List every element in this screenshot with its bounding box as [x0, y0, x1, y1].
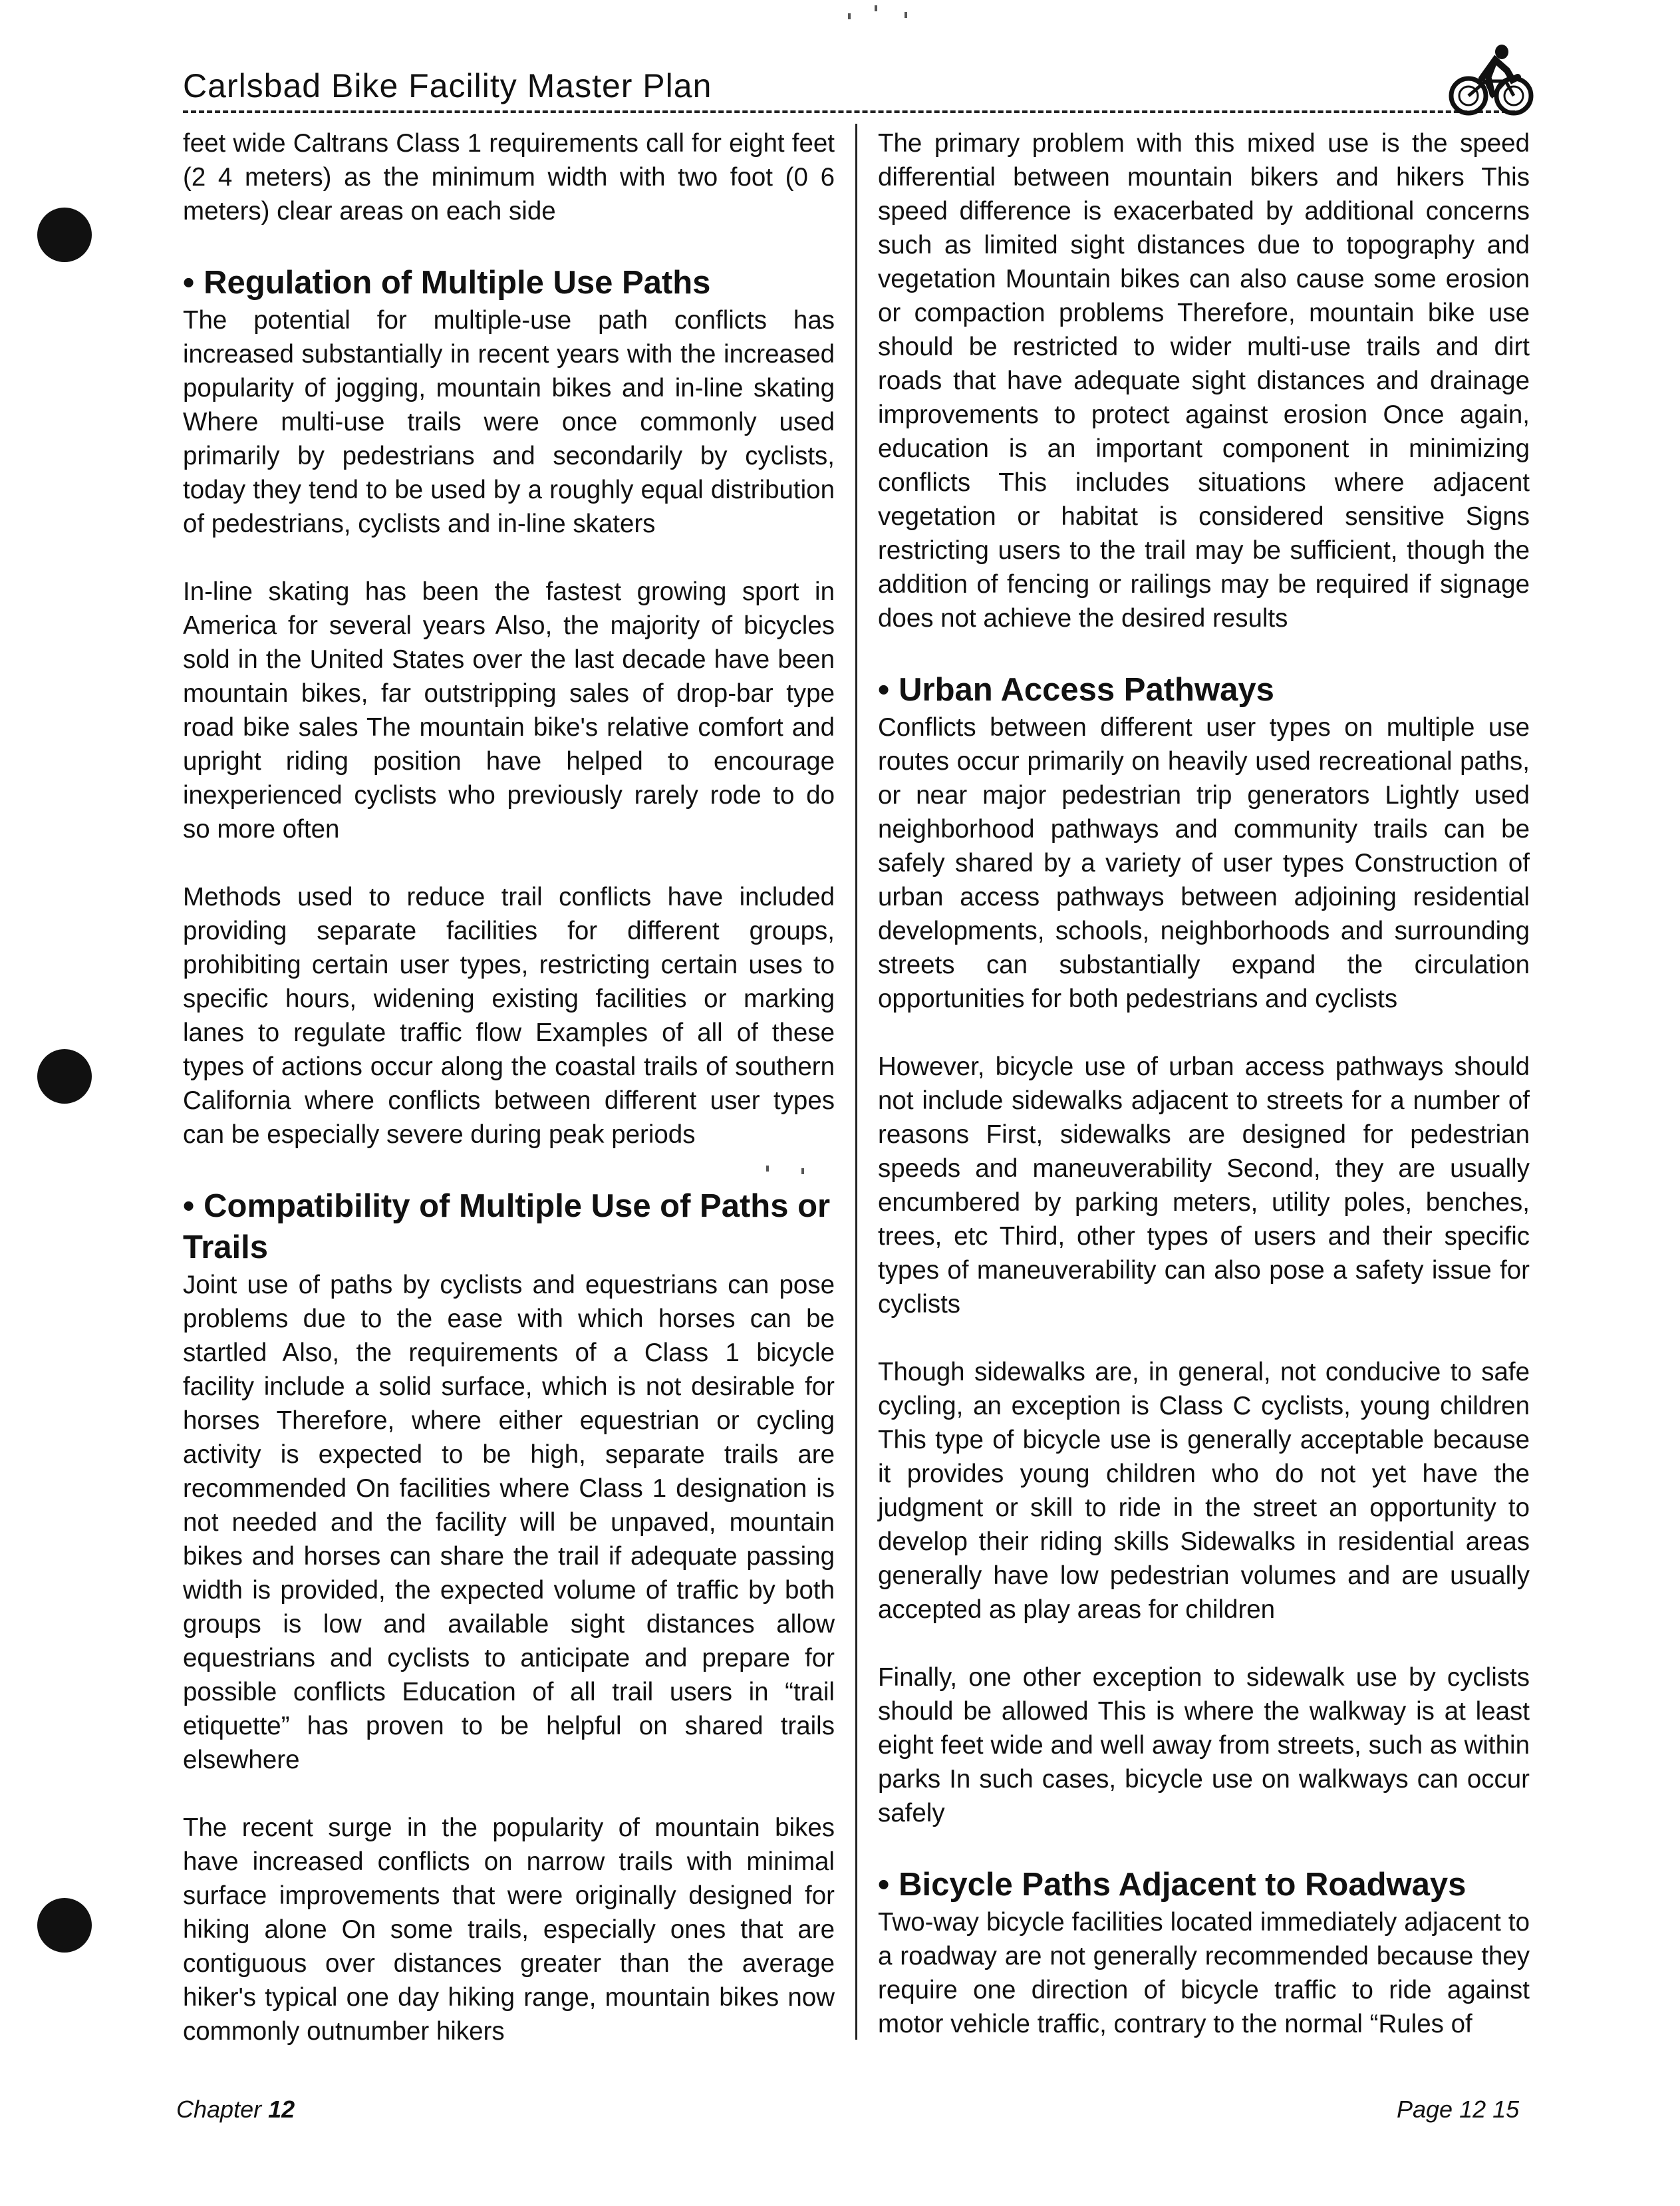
- binder-hole-middle: [37, 1049, 92, 1104]
- scan-speck: [875, 5, 877, 11]
- paragraph: Joint use of paths by cyclists and equestrians can pose problems due to the ease with which horses can be startled Also, the requirements of a Class 1 bicycle facility include a solid surface, which is not desirable for horses Therefore, where either equestrian or cycling activity is expected to be high, separate trails are recommended On facilities where Class 1 designation is not needed and the facility will be unpaved, mountain bikes and horses can share the trail if adequate passing width is provided, the expected volume of traffic by both groups is low and available sight distances allow equestrians and cyclists to anticipate and prepare for possible conflicts Education of all trail users in “trail etiquette” has proven to be helpful on shared trails elsewhere: [183, 1271, 835, 1774]
- heading-text: Regulation of Multiple Use Paths: [204, 265, 711, 301]
- bullet-icon: •: [183, 265, 195, 301]
- heading-text: Urban Access Pathways: [899, 672, 1274, 708]
- heading-text: Bicycle Paths Adjacent to Roadways: [899, 1867, 1467, 1903]
- paragraph: In-line skating has been the fastest growing sport in America for several years Also, the majority of bicycles sold in the United States over the last decade have been mountain bikes, far outstripping sales of drop-bar type road bike sales The mountain bike's relative comfort and upright riding position have helped to encourage inexperienced cyclists who previously rarely rode to do so more often: [183, 577, 835, 844]
- chapter-number: 12: [268, 2096, 295, 2123]
- paragraph: However, bicycle use of urban access pathways should not include sidewalks adjacent to streets for a number of reasons First, sidewalks are designed for pedestrian speeds and maneuverability Second, they are usually encumbered by parking meters, utility poles, benches, trees, etc Third, other types of users and their specific types of maneuverability can also pose a safety issue for cyclists: [878, 1052, 1530, 1319]
- bullet-icon: •: [183, 1188, 195, 1224]
- bullet-icon: •: [878, 1867, 890, 1903]
- paragraph: Finally, one other exception to sidewalk use by cyclists should be allowed This is where the walkway is at least eight feet wide and well away from streets, such as within parks In such cases, bicycle use on walkways can occur safely: [878, 1663, 1530, 1827]
- binder-hole-bottom: [37, 1898, 92, 1953]
- right-column: [878, 126, 1530, 2075]
- footer-chapter: [176, 2096, 295, 2124]
- column-divider: [855, 124, 857, 2040]
- paragraph: Though sidewalks are, in general, not conducive to safe cycling, an exception is Class C cyclists, young children This type of bicycle use is generally acceptable because it provides young children who do not yet have the judgment or skill to ride in the street an opportunity to develop their riding skills Sidewalks in residential areas generally have low pedestrian volumes and are usually accepted as play areas for children: [878, 1358, 1530, 1624]
- header-dashed-rule: [183, 110, 1523, 113]
- paragraph: The potential for multiple-use path conflicts has increased substantially in recent years with the increased popularity of jogging, mountain bikes and in-line skating Where multi-use trails were once commonly used primarily by pedestrians and secondarily by cyclists, today they tend to be used by a roughly equal distribution of pedestrians, cyclists and in-line skaters: [183, 306, 835, 538]
- scan-speck: [848, 13, 851, 19]
- paragraph: The recent surge in the popularity of mountain bikes have increased conflicts on narrow trails with minimal surface improvements that were originally designed for hiking alone On some trails, especially ones that are contiguous over distances greater than the average hiker's typical one day hiking range, mountain bikes now commonly outnumber hikers: [183, 1813, 835, 2046]
- bullet-icon: •: [878, 672, 890, 708]
- section-heading-urban-access: [878, 669, 1530, 710]
- left-column: [183, 126, 835, 2082]
- section-heading-adjacent-paths: [878, 1864, 1530, 1905]
- paragraph: Two-way bicycle facilities located immediately adjacent to a roadway are not generally recommended because they require one direction of bicycle traffic to ride against motor vehicle traffic, contrary to the normal “Rules of: [878, 1908, 1530, 2038]
- paragraph: Methods used to reduce trail conflicts have included providing separate facilities for different groups, prohibiting certain user types, restricting certain uses to specific hours, widening existing facilities or marking lanes to regulate traffic flow Examples of all of these types of actions occur along the coastal trails of southern California where conflicts between different user types can be especially severe during peak periods: [183, 883, 835, 1149]
- paragraph: Conflicts between different user types on multiple use routes occur primarily on heavily used recreational paths, or near major pedestrian trip generators Lightly used neighborhood pathways and community trails can be safely shared by a variety of user types Construction of urban access pathways between adjoining residential developments, schools, neighborhoods and surrounding streets can substantially expand the circulation opportunities for both pedestrians and cyclists: [878, 713, 1530, 1013]
- paragraph: The primary problem with this mixed use is the speed differential between mountain bikers and hikers This speed difference is exacerbated by additional concerns such as limited sight distances due to topography and vegetation Mountain bikes can also cause some erosion or compaction problems Therefore, mountain bike use should be restricted to wider multi-use trails and dirt roads that have adequate sight distances and drainage improvements to protect against erosion Once again, education is an important component in minimizing conflicts This includes situations where adjacent vegetation or habitat is considered sensitive Signs restricting users to the trail may be sufficient, though the addition of fencing or railings may be required if signage does not achieve the desired results: [878, 129, 1530, 633]
- section-heading-compatibility: [183, 1185, 835, 1268]
- section-heading-regulation: [183, 262, 835, 303]
- paragraph: feet wide Caltrans Class 1 requirements call for eight feet (2 4 meters) as the minimum width with two foot (0 6 meters) clear areas on each side: [183, 129, 835, 226]
- running-header-title: Carlsbad Bike Facility Master Plan: [183, 67, 712, 104]
- footer-page-number: Page 12 15: [1397, 2096, 1520, 2123]
- binder-hole-top: [37, 208, 92, 262]
- cyclist-icon: [1449, 40, 1534, 117]
- chapter-label: Chapter: [176, 2096, 262, 2123]
- heading-text: Compatibility of Multiple Use of Paths or Trails: [183, 1188, 831, 1265]
- scan-speck: [905, 12, 907, 18]
